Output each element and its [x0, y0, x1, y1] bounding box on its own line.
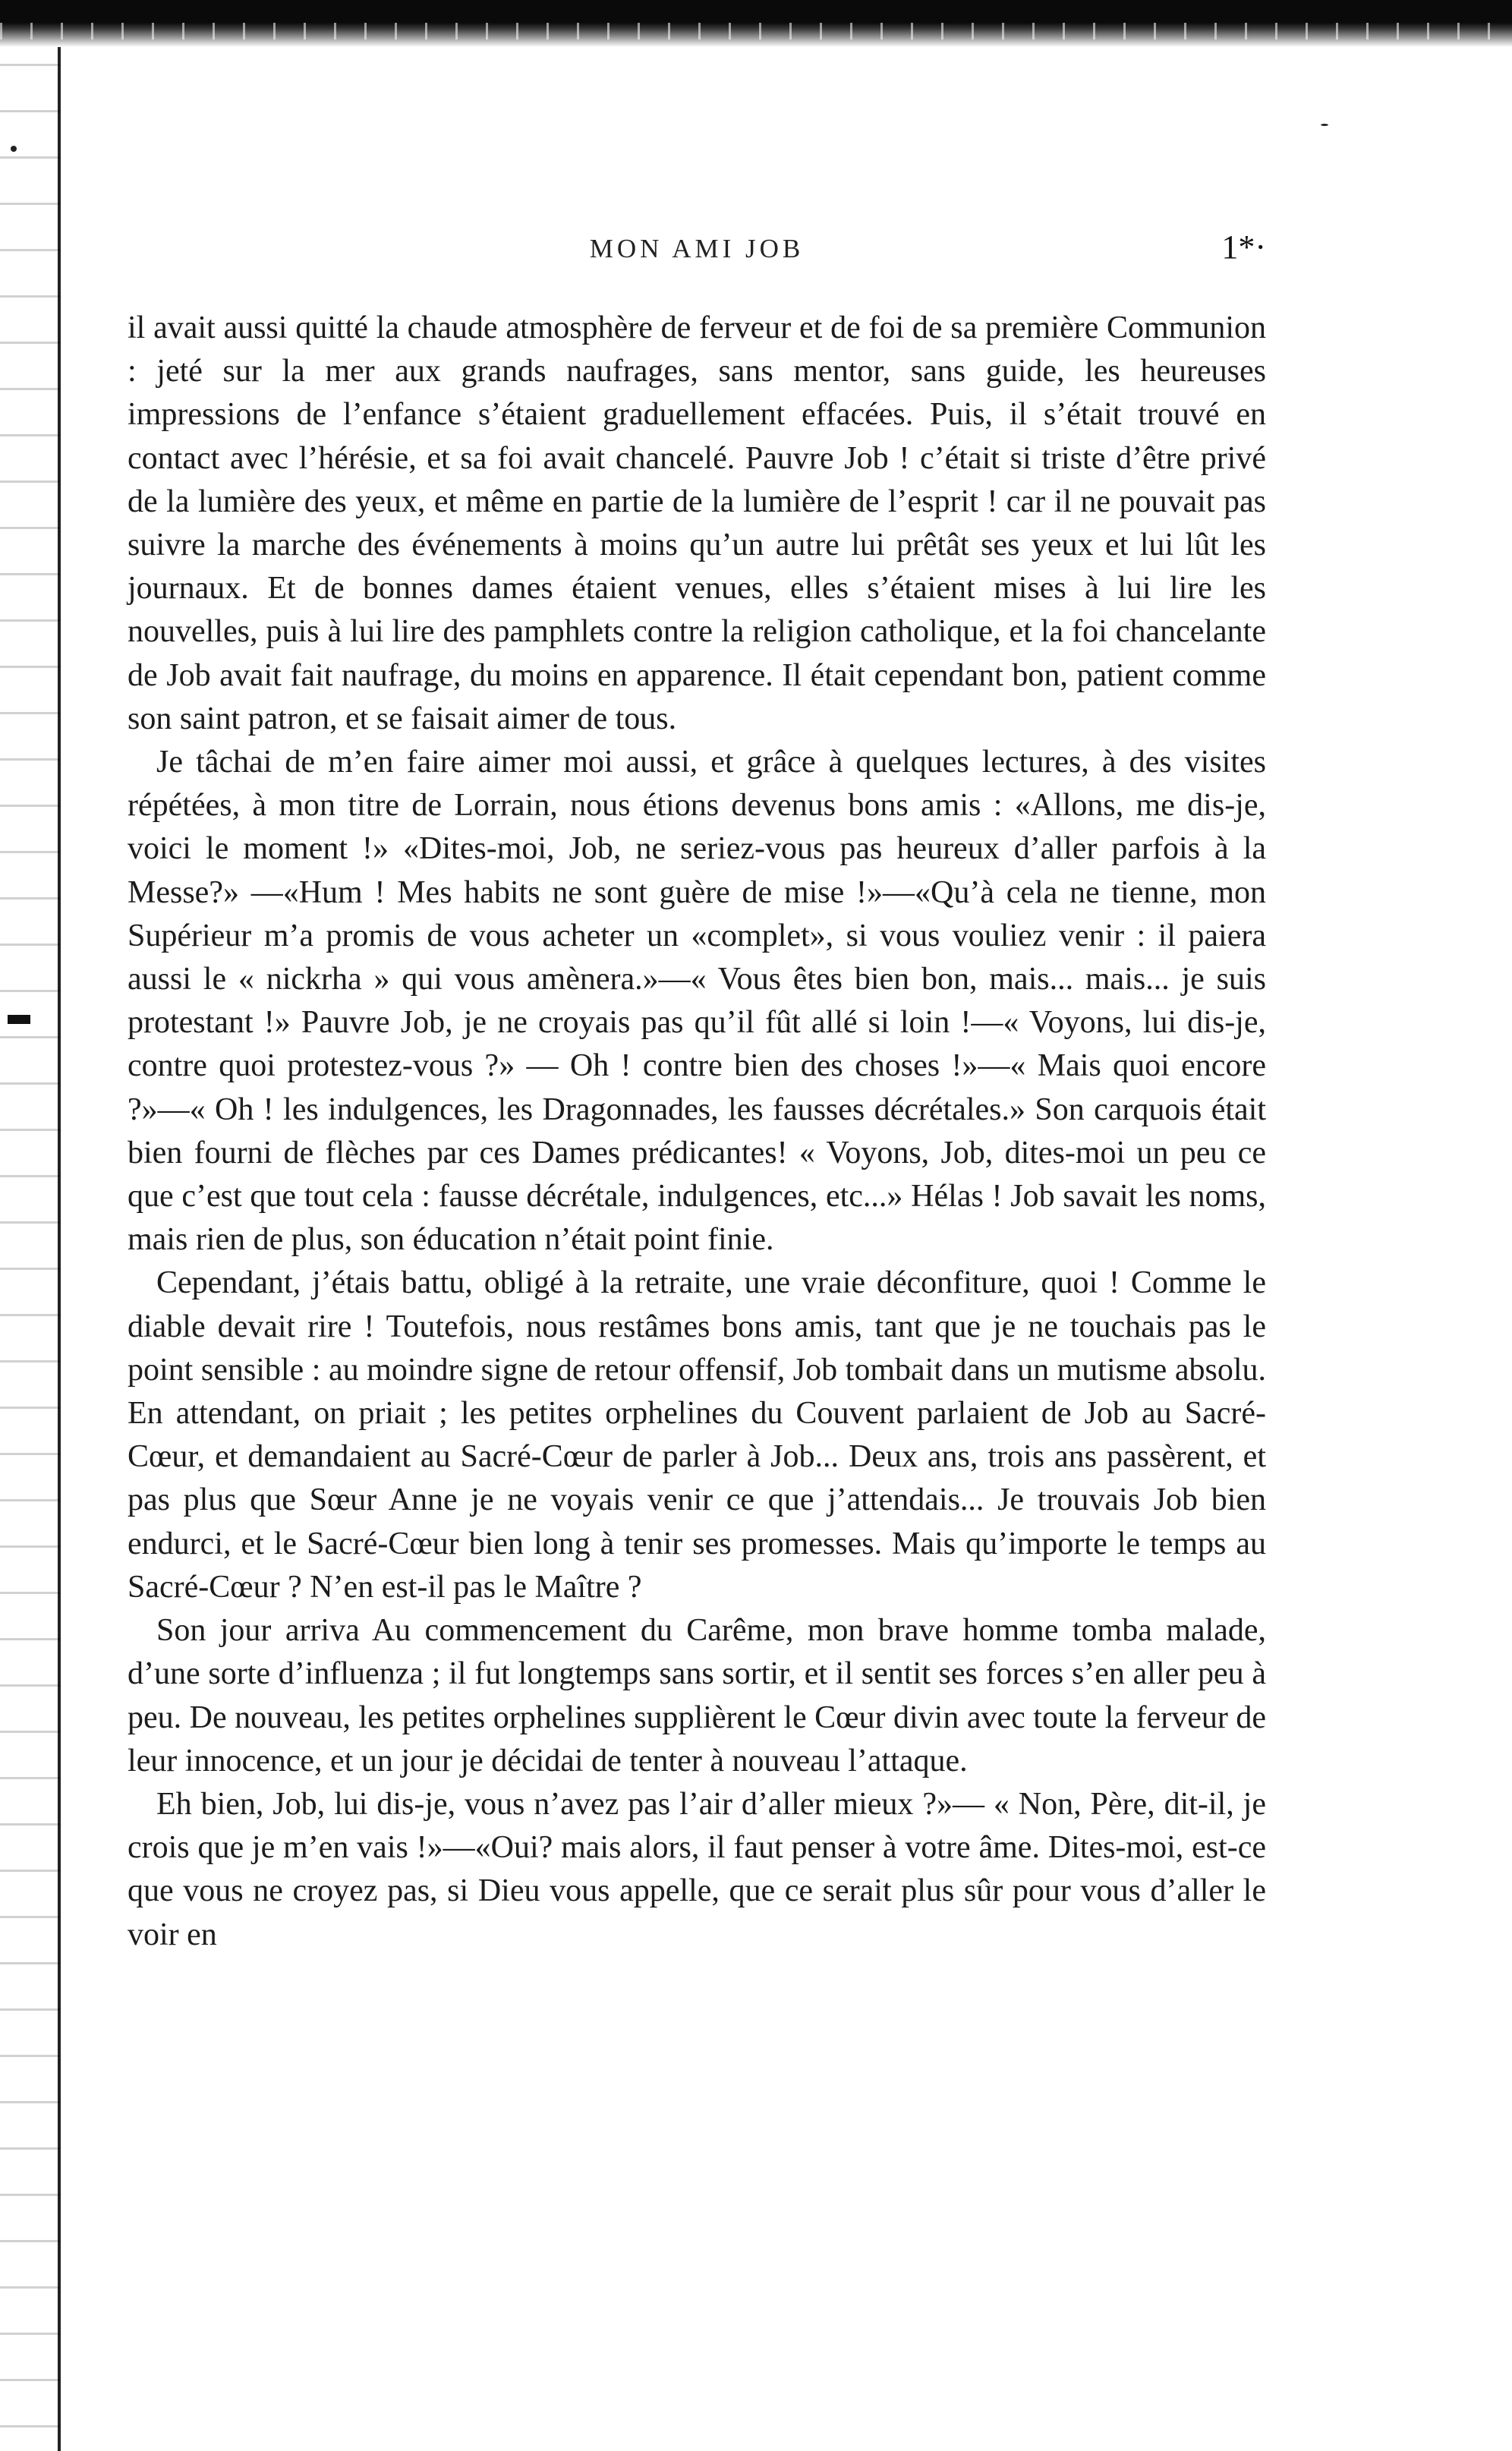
- running-head: [128, 228, 1266, 276]
- paragraph: il avait aussi quitté la chaude atmosphère de ferveur et de foi de sa première Communion : jeté sur la mer aux grands naufrages, sans mentor, sans guide, les heureuses impressions de l’enfance s’étaient graduellement effacées. Puis, il s’était trouvé en contact avec l’hérésie, et sa foi avait chancelé. Pauvre Job ! c’était si triste d’être privé de la lumière des yeux, et même en partie de la lumière de l’esprit ! car il ne pouvait pas suivre la marche des événements à moins qu’un autre lui prêtât ses yeux et lui lût les journaux. Et de bonnes dames étaient venues, elles s’étaient mises à lui lire les nouvelles, puis à lui lire des pamphlets contre la religion catholique, et la foi chancelante de Job avait fait naufrage, du moins en apparence. Il était cependant bon, patient comme son saint patron, et se faisait aimer de tous.: [128, 310, 1266, 736]
- book-page: [128, 228, 1266, 1957]
- scan-speck: [1321, 124, 1328, 126]
- running-title: MON AMI JOB: [589, 234, 805, 263]
- paragraph: Son jour arriva Au commencement du Carême, mon brave homme tomba malade, d’une sorte d’influenza ; il fut longtemps sans sortir, et il sentit ses forces s’en aller peu à peu. De nouveau, les petites orphelines supplièrent le Cœur divin avec toute la ferveur de leur innocence, et un jour je décidai de tenter à nouveau l’attaque.: [128, 1613, 1266, 1778]
- paragraph: Je tâchai de m’en faire aimer moi aussi, et grâce à quelques lectures, à des visites répétées, à mon titre de Lorrain, nous étions devenus bons amis : «Allons, me dis-je, voici le moment !» «Dites-moi, Job, ne seriez-vous pas heureux d’aller parfois à la Messe?» —«Hum ! Mes habits ne sont guère de mise !»—«Qu’à cela ne tienne, mon Supérieur m’a promis de vous acheter un «complet», si vous vouliez venir : il paiera aussi le « nickrha » qui vous amènera.»—« Vous êtes bien bon, mais... mais... je suis protestant !» Pauvre Job, je ne croyais pas qu’il fût allé si loin !—« Voyons, lui dis-je, contre quoi protestez-vous ?» — Oh ! contre bien des choses !»—« Mais quoi encore ?»—« Oh ! les indulgences, les Dragonnades, les fausses décrétales.» Son carquois était bien fourni de flèches par ces Dames prédicantes! « Voyons, Job, dites-moi un peu ce que c’est que tout cela : fausse décrétale, indulgences, etc...» Hélas ! Job savait les noms, mais rien de plus, son éducation n’était point finie.: [128, 745, 1266, 1258]
- scan-top-edge: [0, 0, 1512, 47]
- body-text: [128, 307, 1266, 1957]
- paragraph: Cependant, j’étais battu, obligé à la retraite, une vraie déconfiture, quoi ! Comme le diable devait rire ! Toutefois, nous restâmes bons amis, tant que je ne touchais pas le point sensible : au moindre signe de retour offensif, Job tombait dans un mutisme absolu. En attendant, on priait ; les petites orphelines du Couvent parlaient de Job au Sacré-Cœur, et demandaient au Sacré-Cœur de parler à Job... Deux ans, trois ans passèrent, et pas plus que Sœur Anne je ne voyais venir ce que j’attendais... Je trouvais Job bien endurci, et le Sacré-Cœur bien long à tenir ses promesses. Mais qu’importe le temps au Sacré-Cœur ? N’en est-il pas le Maître ?: [128, 1265, 1266, 1605]
- scan-speck: [11, 146, 17, 152]
- paragraph: Eh bien, Job, lui dis-je, vous n’avez pas l’air d’aller mieux ?»— « Non, Père, dit-il, je crois que je m’en vais !»—«Oui? mais alors, il faut penser à votre âme. Dites-moi, est-ce que vous ne croyez pas, si Dieu vous appelle, que ce serait plus sûr pour vous d’aller le voir en: [128, 1786, 1266, 1952]
- binding-mark: [8, 1015, 30, 1024]
- scan-left-binding: [0, 47, 61, 2451]
- page-number: 1*·: [1221, 228, 1266, 266]
